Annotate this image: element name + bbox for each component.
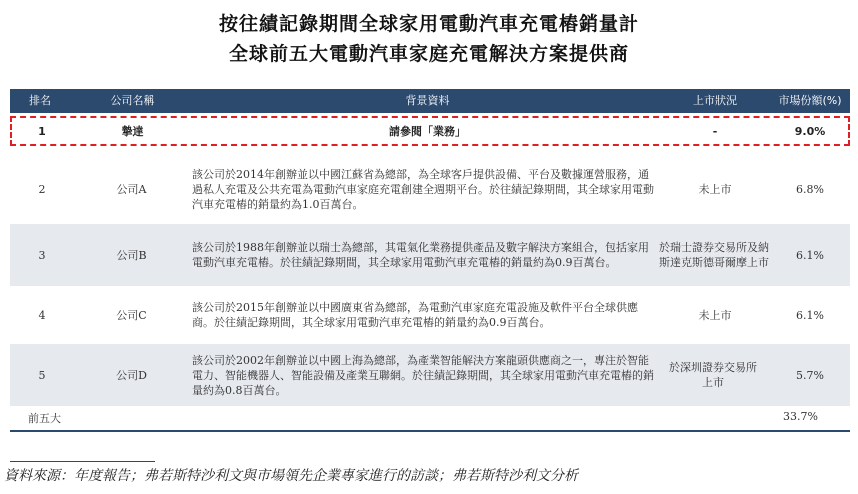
row-share: 5.7% (796, 368, 824, 382)
total-share: 33.7% (783, 410, 818, 423)
row-background: 該公司於2002年創辦並以中國上海為總部，為產業智能解決方案龍頭供應商之一，專注於智能電力、智能機器人、智能設備及產業互聯網。於往績記錄期間，其全球家用電動汽車充電樁的銷量約為0.8百萬台。 (192, 353, 654, 397)
row-rank: 1 (38, 124, 46, 138)
table-row-highlighted (10, 116, 850, 146)
row-rank: 4 (38, 308, 46, 322)
header-background: 背景資料 (405, 94, 450, 107)
total-label: 前五大 (28, 412, 61, 425)
row-background: 請參閱「業務」 (389, 125, 466, 138)
row-listing: 未上市 (698, 182, 732, 196)
header-share: 市場份額(%) (778, 94, 842, 107)
row-share: 6.8% (796, 182, 824, 196)
row-share: 6.1% (796, 308, 824, 322)
row-rank: 3 (38, 248, 46, 262)
row-background: 該公司於2015年創辦並以中國廣東省為總部，為電動汽車家庭充電設施及軟件平台全球供應商。於往績記錄期間，其全球家用電動汽車充電樁的銷量約為0.9百萬台。 (192, 301, 638, 329)
row-share: 9.0% (794, 124, 826, 138)
table-header (10, 89, 850, 113)
row-company: 公司A (116, 183, 147, 196)
row-company: 公司B (116, 249, 147, 262)
row-share: 6.1% (796, 248, 824, 262)
footnote-divider (10, 461, 155, 462)
row-background: 該公司於1988年創辦並以瑞士為總部，其電氣化業務提供產品及數字解決方案組合，包括家用電動汽車充電樁。於往績記錄期間，其全球家用電動汽車充電樁的銷量約為0.9百萬台。 (192, 241, 649, 269)
header-listing: 上市狀況 (693, 94, 737, 107)
row-listing: 未上市 (698, 308, 732, 322)
row-listing: 於瑞士證券交易所及納斯達克斯德哥爾摩上市 (659, 241, 769, 269)
title-line-2: 全球前五大電動汽車家庭充電解決方案提供商 (228, 43, 629, 65)
row-rank: 5 (38, 368, 46, 382)
table-row (10, 157, 850, 221)
row-listing: - (712, 124, 718, 138)
header-company: 公司名稱 (110, 94, 155, 107)
row-company: 公司D (116, 369, 147, 382)
title-line-1: 按往績記錄期間全球家用電動汽車充電樁銷量計 (218, 13, 639, 35)
header-rank: 排名 (29, 94, 51, 107)
table-row (10, 224, 850, 286)
table-row (10, 289, 850, 341)
row-background: 該公司於2014年創辦並以中國江蘇省為總部，為全球客戶提供設備、平台及數據運營服務，通過私人充電及公共充電為電動汽車家庭充電創建全週期平台。於往績記錄期間，其全球家用電動汽車充電樁的銷量約為1.0百萬台。 (192, 167, 654, 211)
row-listing: 於深圳證券交易所上市 (669, 361, 757, 389)
table-bottom-rule (10, 430, 850, 432)
source-note: 資料來源：年度報告；弗若斯特沙利文與市場領先企業專家進行的訪談；弗若斯特沙利文分析 (4, 468, 578, 484)
row-rank: 2 (38, 182, 46, 196)
row-company: 摯達 (121, 125, 144, 138)
table-row (10, 344, 850, 406)
row-company: 公司C (116, 309, 147, 322)
